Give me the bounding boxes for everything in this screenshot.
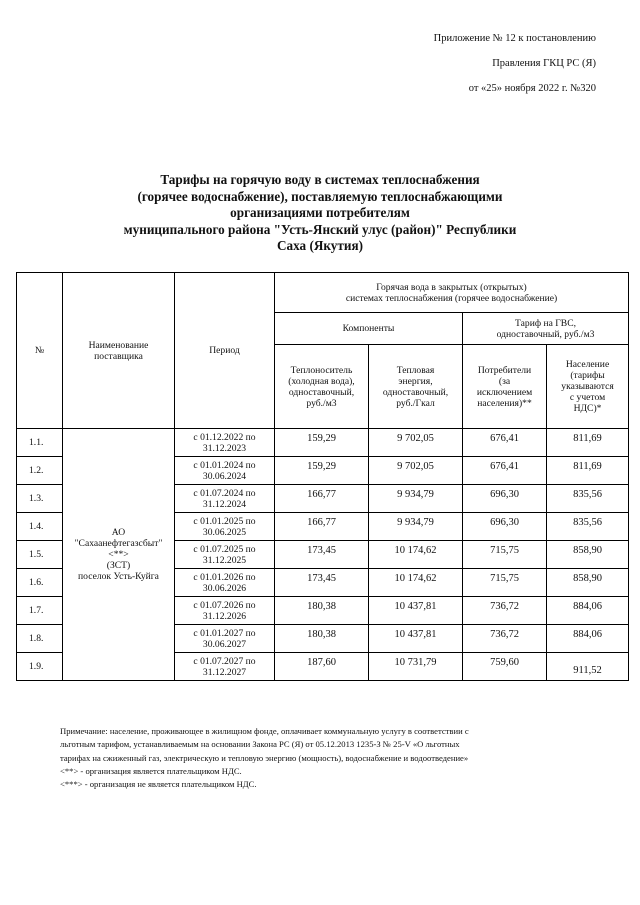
supplier-line: АО — [111, 527, 126, 538]
header-hot-water-line-2: системах теплоснабжения (горячее водоснабжение) — [345, 292, 558, 304]
energy-value: 10 174,62 — [369, 541, 463, 569]
carrier-value: 159,29 — [275, 457, 369, 485]
population-value: 884,06 — [547, 597, 629, 625]
period-line: 31.12.2024 — [202, 498, 247, 510]
header-consumers-line: исключением — [476, 386, 533, 398]
row-number: 1.7. — [17, 597, 63, 625]
period-line: 31.12.2023 — [202, 442, 247, 454]
header-supplier — [63, 273, 175, 429]
header-supplier-line-2: поставщика — [94, 350, 143, 362]
header-consumers — [463, 345, 547, 429]
header-num: № — [17, 273, 63, 429]
table-row — [17, 429, 629, 457]
footnote-line-2: льготным тарифом, устанавливаемым на основании Закона РС (Я) от 05.12.2013 1235-З № 25-V «О льготных — [60, 739, 460, 750]
header-energy-line: руб./Гкал — [396, 397, 435, 409]
header-hot-water-group — [275, 273, 629, 313]
header-consumers-line: Потребители — [477, 364, 532, 376]
energy-value: 10 731,79 — [369, 653, 463, 681]
population-value: 884,06 — [547, 625, 629, 653]
document-header — [300, 26, 596, 101]
document-title — [60, 172, 580, 255]
period-line: 30.06.2027 — [202, 638, 247, 650]
header-carrier-line: Теплоноситель — [290, 364, 353, 376]
footnote-non-vat-payer: <***> - организация не является плательщиком НДС. — [60, 779, 257, 790]
period-cell — [175, 457, 275, 485]
header-energy-line: одноставочный, — [382, 386, 449, 398]
period-line: с 01.01.2024 по — [193, 459, 256, 471]
population-value: 811,69 — [547, 457, 629, 485]
header-tariff-group — [463, 313, 629, 345]
energy-value: 10 437,81 — [369, 597, 463, 625]
supplier-line: <**> — [108, 549, 129, 560]
header-supplier-line-1: Наименование — [88, 339, 149, 351]
row-number: 1.9. — [17, 653, 63, 681]
header-board-line: Правления ГКЦ РС (Я) — [492, 58, 596, 69]
period-cell — [175, 653, 275, 681]
period-line: с 01.07.2027 по — [193, 655, 256, 667]
title-line-5: Саха (Якутия) — [277, 238, 363, 254]
footnote-vat-payer: <**> - организация является плательщиком НДС. — [60, 765, 242, 776]
header-appendix-line: Приложение № 12 к постановлению — [433, 33, 596, 44]
period-line: с 01.01.2027 по — [193, 627, 256, 639]
consumers-value: 715,75 — [463, 541, 547, 569]
energy-value: 10 174,62 — [369, 569, 463, 597]
carrier-value: 180,38 — [275, 597, 369, 625]
population-value: 835,56 — [547, 485, 629, 513]
footnote-line-1: Примечание: население, проживающее в жилищном фонде, оплачивает коммунальную услугу в соответствии с — [60, 726, 469, 736]
period-cell — [175, 513, 275, 541]
energy-value: 9 702,05 — [369, 429, 463, 457]
period-line: с 01.07.2024 по — [193, 487, 256, 499]
consumers-value: 736,72 — [463, 597, 547, 625]
title-line-2: (горячее водоснабжение), поставляемую теплоснабжающими — [137, 188, 503, 204]
header-consumers-line: (за — [498, 375, 511, 387]
header-carrier — [275, 345, 369, 429]
carrier-value: 166,77 — [275, 513, 369, 541]
supplier-line: (ЗСТ) — [106, 560, 131, 571]
consumers-value: 759,60 — [463, 653, 547, 681]
header-consumers-line: населения)** — [477, 397, 532, 409]
energy-value: 9 934,79 — [369, 485, 463, 513]
consumers-value: 696,30 — [463, 485, 547, 513]
header-carrier-line: одноставочный, — [288, 386, 355, 398]
period-line: с 01.12.2022 по — [193, 431, 256, 443]
row-number: 1.1. — [17, 429, 63, 457]
period-cell — [175, 597, 275, 625]
footnote-line-3: тарифах на сжиженный газ, электрическую и тепловую энергию (мощность), водоснабжение и водоотведение» — [60, 752, 469, 763]
period-line: 30.06.2024 — [202, 470, 247, 482]
header-date-line: от «25» ноября 2022 г. №320 — [468, 83, 596, 94]
period-cell — [175, 429, 275, 457]
header-population — [547, 345, 629, 429]
period-line: с 01.07.2026 по — [193, 599, 256, 611]
row-number: 1.5. — [17, 541, 63, 569]
header-carrier-line: руб./м3 — [306, 397, 337, 409]
header-hot-water-line-1: Горячая вода в закрытых (открытых) — [376, 281, 527, 293]
carrier-value: 173,45 — [275, 569, 369, 597]
population-value: 911,52 — [547, 653, 629, 681]
supplier-line: "Сахаанефтегазсбыт" — [74, 538, 163, 549]
period-line: 31.12.2025 — [202, 554, 247, 566]
row-number: 1.4. — [17, 513, 63, 541]
row-number: 1.2. — [17, 457, 63, 485]
population-value: 858,90 — [547, 541, 629, 569]
supplier-cell — [63, 429, 175, 681]
period-cell — [175, 485, 275, 513]
period-line: с 01.01.2026 по — [193, 571, 256, 583]
carrier-value: 180,38 — [275, 625, 369, 653]
period-line: 30.06.2025 — [202, 526, 247, 538]
row-number: 1.6. — [17, 569, 63, 597]
energy-value: 9 702,05 — [369, 457, 463, 485]
title-line-4: муниципального района "Усть-Янский улус (район)" Республики — [123, 221, 517, 237]
carrier-value: 187,60 — [275, 653, 369, 681]
header-energy-line: Тепловая — [396, 364, 435, 376]
footnote — [60, 725, 600, 791]
header-population-line: (тарифы — [570, 370, 605, 381]
header-energy — [369, 345, 463, 429]
period-line: 30.06.2026 — [202, 582, 247, 594]
title-line-1: Тарифы на горячую воду в системах теплоснабжения — [160, 172, 480, 187]
population-value: 858,90 — [547, 569, 629, 597]
header-population-line: Население — [565, 359, 610, 370]
period-cell — [175, 625, 275, 653]
header-population-line: с учетом — [569, 392, 606, 403]
tariff-table — [16, 272, 629, 681]
period-cell — [175, 569, 275, 597]
header-tariff-line-2: одноставочный, руб./м3 — [496, 328, 595, 340]
population-value: 811,69 — [547, 429, 629, 457]
header-population-line: НДС)* — [573, 403, 602, 414]
consumers-value: 676,41 — [463, 457, 547, 485]
consumers-value: 736,72 — [463, 625, 547, 653]
consumers-value: 715,75 — [463, 569, 547, 597]
row-number: 1.8. — [17, 625, 63, 653]
consumers-value: 676,41 — [463, 429, 547, 457]
header-period: Период — [175, 273, 275, 429]
consumers-value: 696,30 — [463, 513, 547, 541]
period-line: с 01.01.2025 по — [193, 515, 256, 527]
header-population-line: указываются — [561, 381, 614, 392]
energy-value: 9 934,79 — [369, 513, 463, 541]
carrier-value: 173,45 — [275, 541, 369, 569]
row-number: 1.3. — [17, 485, 63, 513]
period-line: 31.12.2027 — [202, 666, 247, 678]
title-line-3: организациями потребителям — [230, 205, 410, 221]
header-energy-line: энергия, — [398, 375, 433, 387]
header-carrier-line: (холодная вода), — [288, 375, 355, 387]
period-line: 31.12.2026 — [202, 610, 247, 622]
energy-value: 10 437,81 — [369, 625, 463, 653]
header-components-group: Компоненты — [275, 313, 463, 345]
carrier-value: 166,77 — [275, 485, 369, 513]
period-line: с 01.07.2025 по — [193, 543, 256, 555]
supplier-line: поселок Усть-Куйга — [78, 571, 159, 582]
header-tariff-line-1: Тариф на ГВС, — [515, 317, 576, 329]
carrier-value: 159,29 — [275, 429, 369, 457]
period-cell — [175, 541, 275, 569]
population-value: 835,56 — [547, 513, 629, 541]
